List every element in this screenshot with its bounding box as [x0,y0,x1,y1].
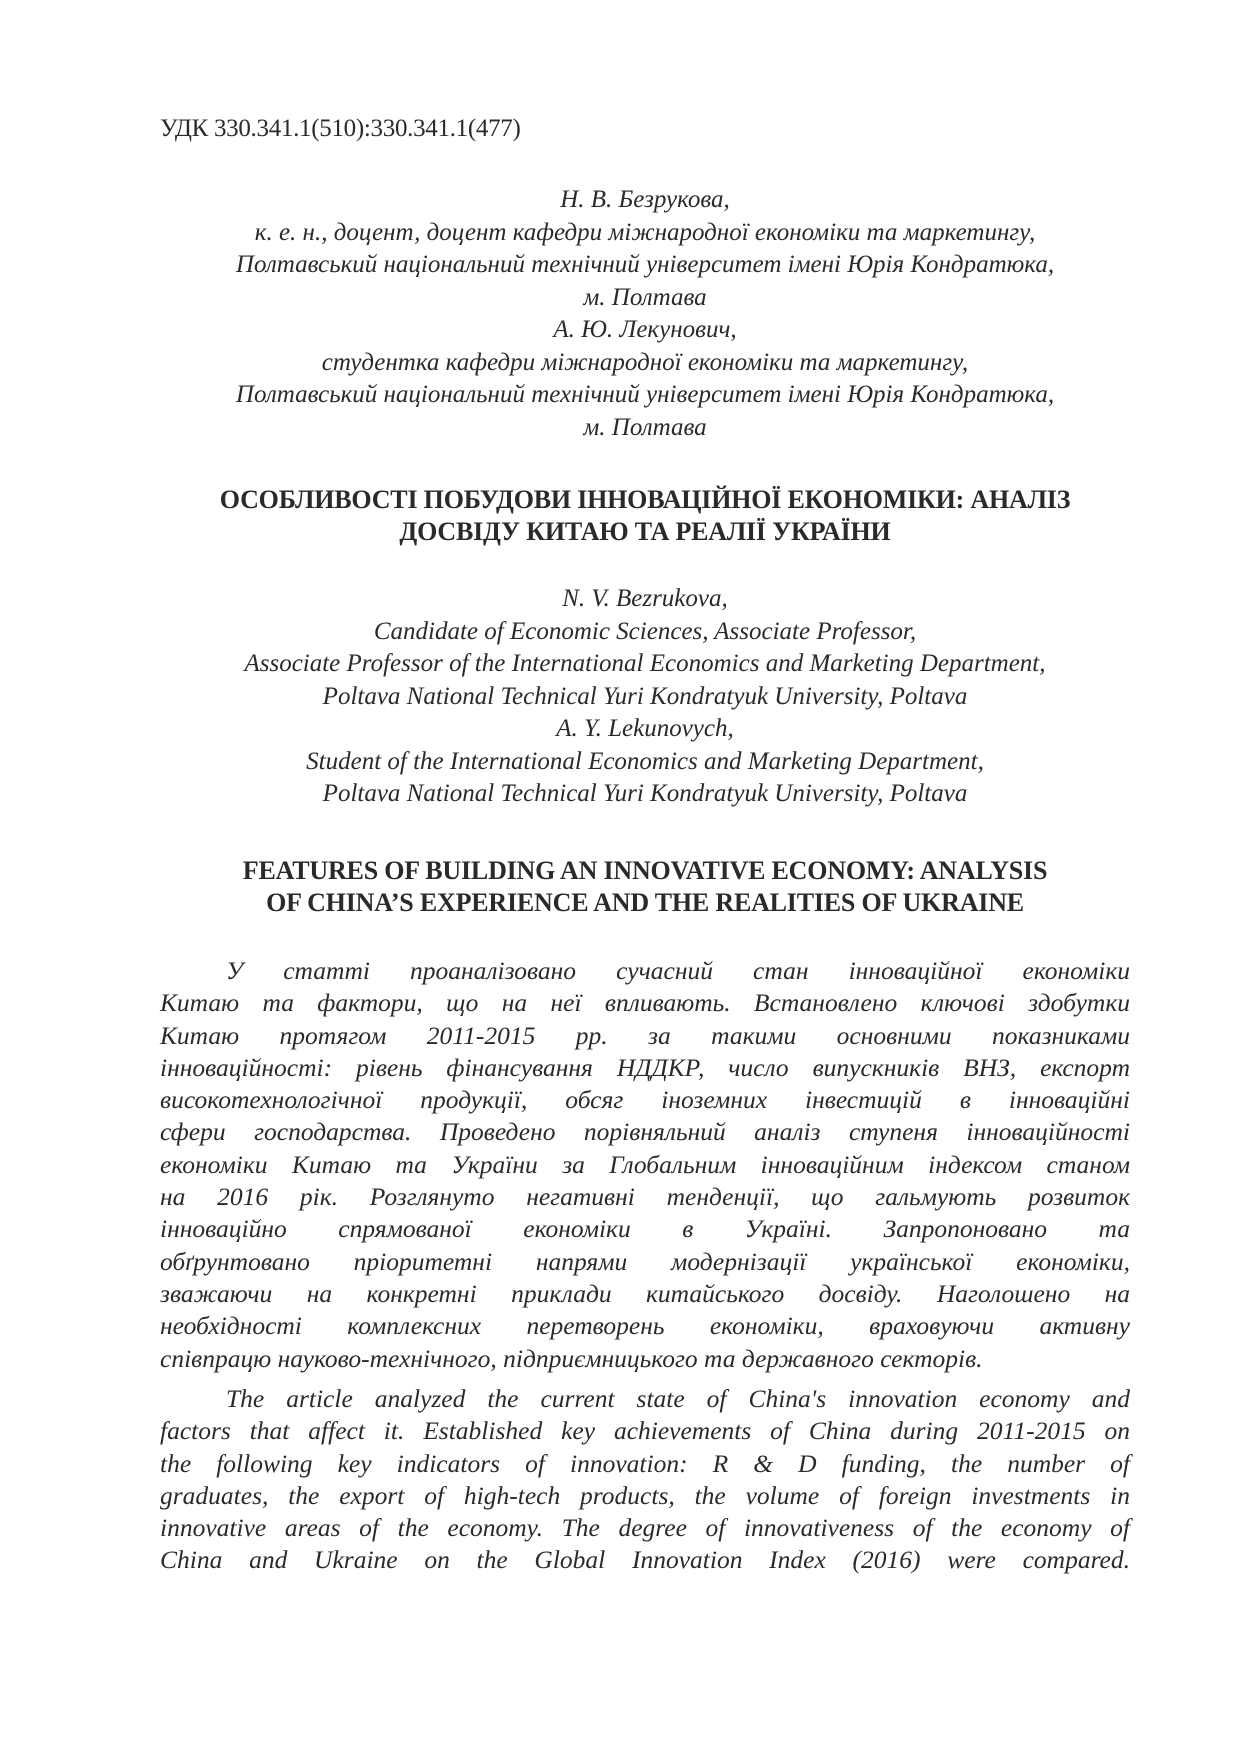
abstract-line: сфери господарства. Проведено порівняльний аналіз ступеня інноваційності [160,1117,1130,1147]
abstract-line: обґрунтовано пріоритетні напрями модернізації української економіки, [160,1246,1130,1276]
article-title-en [160,855,1130,919]
title-line: OF CHINA’S EXPERIENCE AND THE REALITIES OF UKRAINE [266,888,1024,917]
abstract-line: factors that affect it. Established key achievements of China during 2011-2015 on [160,1416,1130,1446]
abstract-line: the following key indicators of innovation: R & D funding, the number of [160,1448,1130,1478]
abstract-line: економіки Китаю та України за Глобальним інноваційним індексом станом [160,1149,1130,1179]
title-line: ДОСВІДУ КИТАЮ ТА РЕАЛІЇ УКРАЇНИ [399,517,891,546]
author-university: Poltava National Technical Yuri Kondratyuk University, Poltava [322,682,968,710]
author-position: Student of the International Economics and Marketing Department, [306,747,984,775]
udc-code: УДК 330.341.1(510):330.341.1(477) [160,115,521,142]
abstract-line: graduates, the export of high-tech products, the volume of foreign investments in [160,1480,1130,1510]
author-name: A. Y. Lekunovych, [556,715,734,742]
abstract-line: інноваційно спрямованої економіки в Україні. Запропоновано та [160,1214,1130,1244]
author-university: Poltava National Technical Yuri Kondratyuk University, Poltava [322,780,968,807]
abstract-line: інноваційності: рівень фінансування НДДКР, число випускників ВНЗ, експорт [160,1052,1130,1082]
author-position: к. е. н., доцент, доцент кафедри міжнародної економіки та маркетингу, [254,218,1036,246]
author-city: м. Полтава [583,283,707,311]
author-university: Полтавський національний технічний університет імені Юрія Кондратюка, [235,381,1055,408]
author-position: Associate Professor of the International Economics and Marketing Department, [244,650,1046,677]
title-line: FEATURES OF BUILDING AN INNOVATIVE ECONOMY: ANALYSIS [242,856,1048,885]
authors-affiliation-uk [160,184,1130,444]
author-name: N. V. Bezrukova, [562,585,728,612]
abstract-line: зважаючи на конкретні приклади китайського досвіду. Наголошено на [160,1278,1130,1308]
abstract-line: Китаю протягом 2011-2015 рр. за такими основними показниками [160,1020,1130,1050]
author-name: Н. В. Безрукова, [560,186,730,213]
author-city: м. Полтава [583,413,707,441]
author-position: студентка кафедри міжнародної економіки та маркетингу, [321,348,969,376]
abstract-line: високотехнологічної продукції, обсяг іноземних інвестицій в інноваційні [160,1085,1130,1115]
abstract-line: Китаю та фактори, що на неї впливають. Встановлено ключові здобутки [160,988,1130,1018]
author-degree: Candidate of Economic Sciences, Associate Professor, [373,617,917,645]
abstract-line: співпрацю науково-технічного, підприємницького та державного секторів. [160,1343,983,1373]
title-line: ОСОБЛИВОСТІ ПОБУДОВИ ІННОВАЦІЙНОЇ ЕКОНОМІКИ: АНАЛІЗ [219,485,1071,514]
authors-affiliation-en [160,583,1130,811]
abstract-line: необхідності комплексних перетворень економіки, враховуючи активну [160,1311,1130,1341]
abstract-line: У статті проаналізовано сучасний стан інноваційної економіки [226,956,1130,985]
article-title-uk [160,484,1130,548]
abstract-line: на 2016 рік. Розглянуто негативні тенденції, що гальмують розвиток [160,1182,1130,1212]
abstract-uk [160,955,1130,1375]
abstract-en [160,1383,1130,1577]
abstract-line: innovative areas of the economy. The degree of innovativeness of the economy of [160,1513,1130,1543]
abstract-line: The article analyzed the current state of China's innovation economy and [226,1384,1130,1413]
author-name: А. Ю. Лекунович, [553,316,737,343]
author-university: Полтавський національний технічний університет імені Юрія Кондратюка, [235,251,1055,278]
abstract-line: China and Ukraine on the Global Innovation Index (2016) were compared. [160,1545,1130,1575]
